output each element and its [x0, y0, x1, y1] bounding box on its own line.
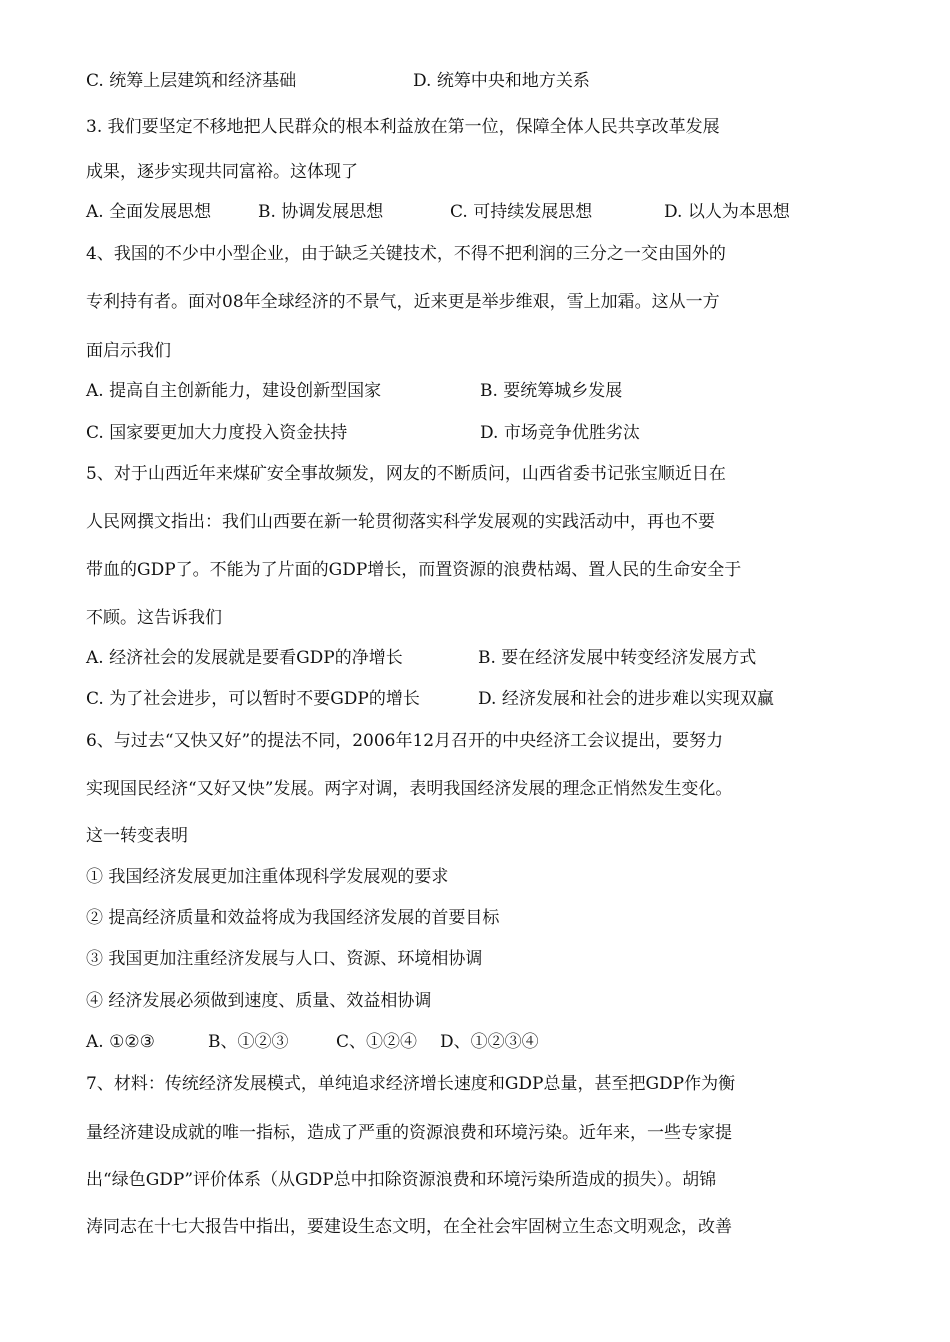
- q6-stem-line-3: 这一转变表明: [86, 826, 188, 846]
- q5-option-b: B. 要在经济发展中转变经济发展方式: [478, 648, 757, 668]
- q4-stem-line-2: 专利持有者。面对08年全球经济的不景气，近来更是举步维艰，雪上加霜。这从一方: [86, 292, 720, 312]
- q6-option-d: D、①②③④: [440, 1032, 539, 1052]
- q5-option-a: A. 经济社会的发展就是要看GDP的净增长: [86, 648, 403, 668]
- q2-option-d: D. 统筹中央和地方关系: [413, 71, 590, 91]
- q5-stem-line-2: 人民网撰文指出：我们山西要在新一轮贯彻落实科学发展观的实践活动中，再也不要: [86, 512, 715, 532]
- q3-option-c: C. 可持续发展思想: [450, 202, 593, 222]
- q6-statement-2: ② 提高经济质量和效益将成为我国经济发展的首要目标: [86, 908, 500, 928]
- q3-stem-line-1: 3. 我们要坚定不移地把人民群众的根本利益放在第一位，保障全体人民共享改革发展: [86, 117, 720, 137]
- q4-option-b: B. 要统筹城乡发展: [480, 381, 623, 401]
- q5-option-c: C. 为了社会进步，可以暂时不要GDP的增长: [86, 689, 420, 709]
- q4-stem-line-1: 4、我国的不少中小型企业，由于缺乏关键技术，不得不把利润的三分之一交由国外的: [86, 244, 726, 264]
- q6-statement-1: ① 我国经济发展更加注重体现科学发展观的要求: [86, 867, 449, 887]
- q5-stem-line-4: 不顾。这告诉我们: [86, 608, 222, 628]
- q3-option-a: A. 全面发展思想: [86, 202, 212, 222]
- q6-statement-4: ④ 经济发展必须做到速度、质量、效益相协调: [86, 991, 432, 1011]
- q4-option-c: C. 国家要更加大力度投入资金扶持: [86, 423, 348, 443]
- q7-stem-line-4: 涛同志在十七大报告中指出，要建设生态文明，在全社会牢固树立生态文明观念，改善: [86, 1217, 732, 1237]
- q3-option-b: B. 协调发展思想: [258, 202, 384, 222]
- q6-option-a: A. ①②③: [86, 1032, 155, 1052]
- q6-option-b: B、①②③: [208, 1032, 289, 1052]
- q7-stem-line-2: 量经济建设成就的唯一指标，造成了严重的资源浪费和环境污染。近年来，一些专家提: [86, 1123, 732, 1143]
- q6-stem-line-1: 6、与过去“又快又好”的提法不同，2006年12月召开的中央经济工会议提出，要努力: [86, 731, 724, 751]
- q6-stem-line-2: 实现国民经济“又好又快”发展。两字对调，表明我国经济发展的理念正悄然发生变化。: [86, 779, 733, 799]
- q6-statement-3: ③ 我国更加注重经济发展与人口、资源、环境相协调: [86, 949, 483, 969]
- q5-stem-line-1: 5、对于山西近年来煤矿安全事故频发，网友的不断质问，山西省委书记张宝顺近日在: [86, 464, 726, 484]
- q3-stem-line-2: 成果，逐步实现共同富裕。这体现了: [86, 162, 358, 182]
- q5-stem-line-3: 带血的GDP了。不能为了片面的GDP增长，而置资源的浪费枯竭、置人民的生命安全于: [86, 560, 742, 580]
- q4-stem-line-3: 面启示我们: [86, 341, 171, 361]
- q4-option-a: A. 提高自主创新能力，建设创新型国家: [86, 381, 382, 401]
- q7-stem-line-1: 7、材料：传统经济发展模式，单纯追求经济增长速度和GDP总量，甚至把GDP作为衡: [86, 1074, 736, 1094]
- q3-option-d: D. 以人为本思想: [664, 202, 790, 222]
- q2-option-c: C. 统筹上层建筑和经济基础: [86, 71, 297, 91]
- q6-option-c: C、①②④: [336, 1032, 418, 1052]
- q5-option-d: D. 经济发展和社会的进步难以实现双赢: [478, 689, 774, 709]
- q4-option-d: D. 市场竞争优胜劣汰: [480, 423, 640, 443]
- q7-stem-line-3: 出“绿色GDP”评价体系（从GDP总中扣除资源浪费和环境污染所造成的损失）。胡锦: [86, 1170, 717, 1190]
